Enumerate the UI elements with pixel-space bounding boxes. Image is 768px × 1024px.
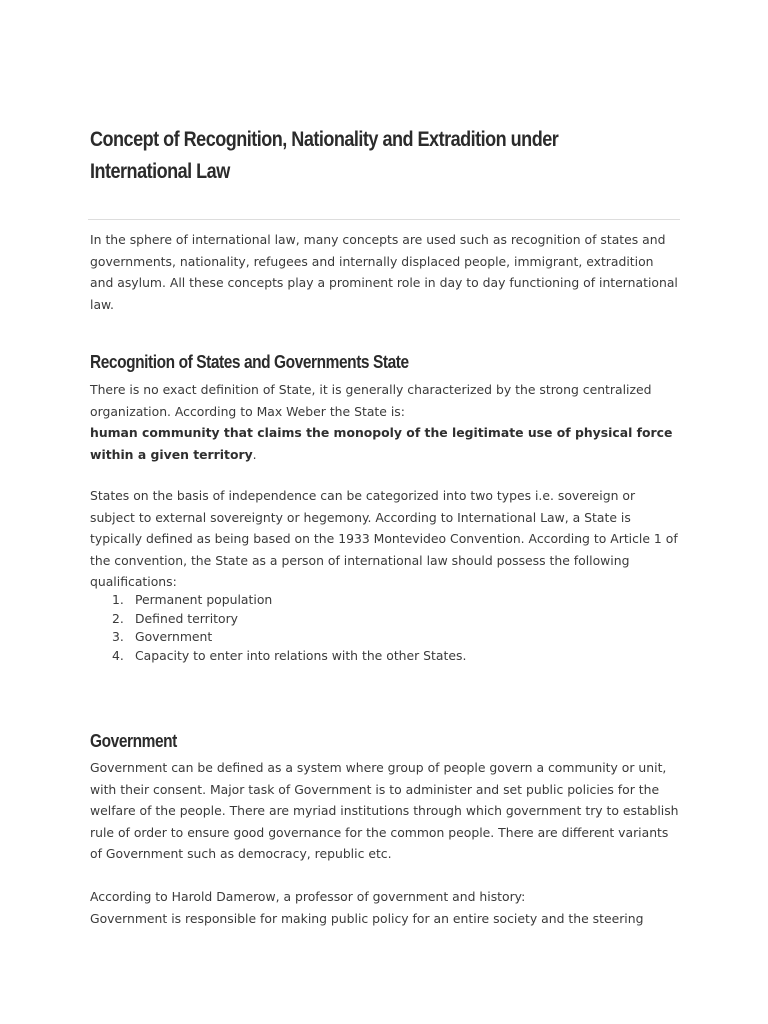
government-definition-paragraph: Government can be defined as a system where group of people govern a community or unit, with their consent. Major task of Government is to administer and set public policies for the welfare of the people. There are myriad institutions through which government try to establish rule of order to ensure good governance for the common people. There are different variants of Government such as democracy, republic etc.	[90, 760, 679, 861]
article-title: Concept of Recognition, Nationality and Extradition under International Law	[90, 128, 559, 183]
intro-paragraph: In the sphere of international law, many concepts are used such as recognition of states and governments, nationality, refugees and internally displaced people, immigrant, extradition and asylum. All these concepts play a prominent role in day to day functioning of international law.	[90, 232, 678, 312]
list-item-number: 3.	[112, 629, 124, 644]
title-divider	[88, 219, 680, 220]
list-item	[90, 647, 680, 666]
list-item-text: Government	[135, 629, 213, 644]
quote-end-punctuation: .	[252, 446, 257, 462]
damerow-quote: Government is responsible for making public policy for an entire society and the steering	[90, 910, 644, 926]
list-item-number: 2.	[112, 610, 124, 626]
weber-quote: human community that claims the monopoly of the legitimate use of physical force within a given territory	[90, 425, 673, 462]
state-definition-paragraph	[90, 379, 680, 465]
section-heading-government: Government	[90, 731, 177, 751]
state-definition-text: There is no exact definition of State, it is generally characterized by the strong centralized organization. According to Max Weber the State is:	[90, 382, 652, 419]
list-item	[90, 591, 680, 610]
list-item-number: 4.	[112, 647, 124, 663]
list-item	[90, 610, 680, 629]
qualifications-list	[90, 591, 680, 665]
list-item-text: Capacity to enter into relations with the other States.	[135, 647, 467, 663]
damerow-intro: According to Harold Damerow, a professor of government and history:	[90, 889, 526, 904]
list-item-number: 1.	[112, 592, 124, 607]
list-item-text: Permanent population	[135, 592, 273, 607]
damerow-paragraph	[90, 886, 680, 929]
section-heading-recognition: Recognition of States and Governments State	[90, 352, 409, 372]
montevideo-paragraph: States on the basis of independence can be categorized into two types i.e. sovereign or subject to external sovereignty or hegemony. According to International Law, a State is typically defined as being based on the 1933 Montevideo Convention. According to Article 1 of the convention, the State as a person of international law should possess the following qualifications:	[90, 488, 678, 589]
list-item-text: Defined territory	[135, 610, 239, 626]
list-item	[90, 628, 680, 647]
